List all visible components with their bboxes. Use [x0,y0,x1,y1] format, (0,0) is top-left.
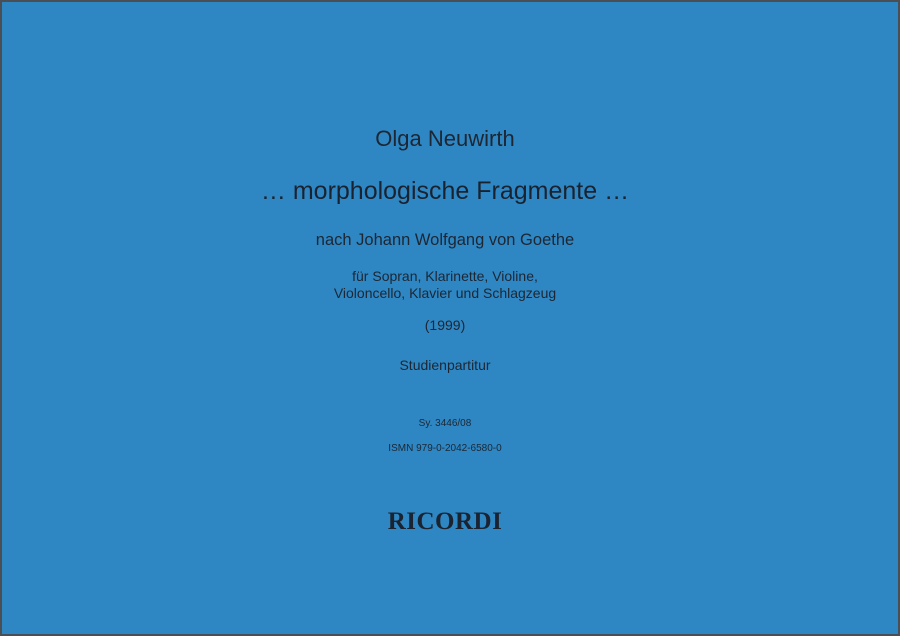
work-title: … morphologische Fragmente … [260,177,630,205]
publisher-logo: RICORDI [387,508,503,535]
literary-source: nach Johann Wolfgang von Goethe [315,231,575,249]
composition-year: (1999) [424,317,466,333]
instrumentation [2,268,888,302]
composer-name: Olga Neuwirth [375,126,515,151]
ismn-number: ISMN 979-0-2042-6580-0 [388,443,502,454]
edition-type: Studienpartitur [399,357,491,373]
instrumentation-line-1: für Sopran, Klarinette, Violine, [352,268,538,284]
catalog-number: Sy. 3446/08 [418,418,472,429]
instrumentation-line-2: Violoncello, Klavier und Schlagzeug [333,285,557,301]
